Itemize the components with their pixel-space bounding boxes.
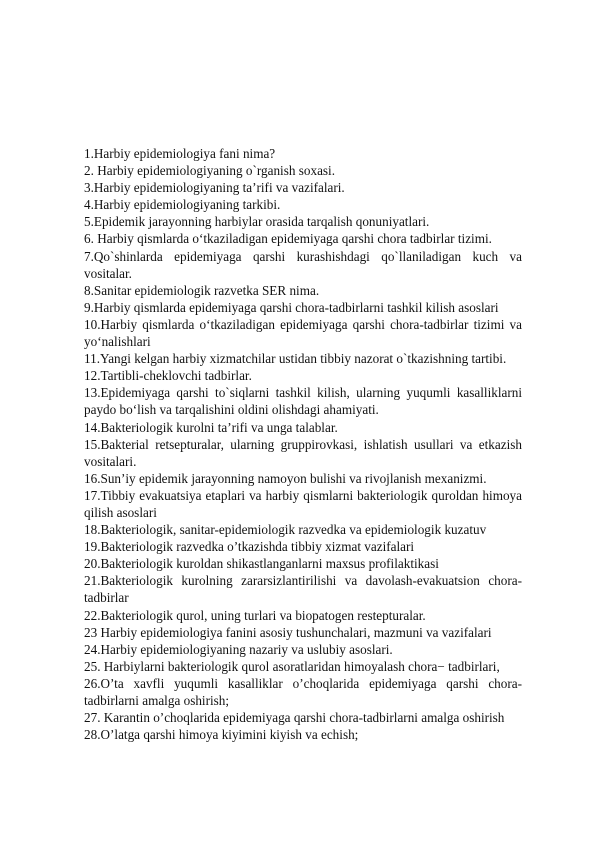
list-item: 26.O’ta xavfli yuqumli kasalliklar o’choqlarida epidemiyaga qarshi chora-tadbirlarni amalga oshirish;: [84, 675, 522, 708]
list-item: 25. Harbiylarni bakteriologik qurol asoratlaridan himoyalash chora− tadbirlari,: [84, 658, 500, 674]
list-item: 13.Epidemiyaga qarshi to`siqlarni tashkil kilish, ularning yuqumli kasalliklarni paydo bo‘lish va tarqalishini oldini olishdagi ahamiyati.: [84, 385, 522, 418]
list-item: 20.Bakteriologik kuroldan shikastlanganlarni maxsus profilaktikasi: [84, 556, 439, 572]
list-item: 3.Harbiy epidemiologiyaning ta’rifi va vazifalari.: [84, 180, 345, 196]
list-item: 11.Yangi kelgan harbiy xizmatchilar ustidan tibbiy nazorat o`tkazishning tartibi.: [84, 351, 507, 367]
list-item: 15.Bakterial retsepturalar, ularning gruppirovkasi, ishlatish usullari va etkazish vositalari.: [84, 436, 522, 469]
list-item: 23 Harbiy epidemiologiya fanini asosiy tushunchalari, mazmuni va vazifalari: [84, 624, 492, 640]
list-item: 10.Harbiy qismlarda o‘tkaziladigan epidemiyaga qarshi chora-tadbirlar tizimi va yo‘nalishlari: [84, 316, 522, 350]
list-item: 14.Bakteriologik kurolni ta’rifi va unga talablar.: [84, 419, 338, 435]
list-item: 5.Epidemik jarayonning harbiylar orasida tarqalish qonuniyatlari.: [84, 214, 430, 230]
list-item: 7.Qo`shinlarda epidemiyaga qarshi kurashishdagi qo`llaniladigan kuch va vositalar.: [84, 248, 522, 281]
question-list: [84, 145, 522, 743]
list-item: 21.Bakteriologik kurolning zararsizlantirilishi va davolash-evakuatsion chora-tadbirlar: [84, 573, 522, 606]
list-item: 28.O’latga qarshi himoya kiyimini kiyish va echish;: [84, 727, 359, 743]
list-item: 8.Sanitar epidemiologik razvetka SER nima.: [84, 282, 320, 298]
list-item: 18.Bakteriologik, sanitar-epidemiologik razvedka va epidemiologik kuzatuv: [84, 522, 487, 538]
list-item: 27. Karantin o’choqlarida epidemiyaga qarshi chora-tadbirlarni amalga oshirish: [84, 710, 505, 726]
list-item: 24.Harbiy epidemiologiyaning nazariy va uslubiy asoslari.: [84, 641, 393, 657]
list-item: 17.Tibbiy evakuatsiya etaplari va harbiy qismlarni bakteriologik quroldan himoya qilish asoslari: [84, 487, 522, 520]
list-item: 16.Sun’iy epidemik jarayonning namoyon bulishi va rivojlanish mexanizmi.: [84, 470, 487, 486]
list-item: 19.Bakteriologik razvedka o’tkazishda tibbiy xizmat vazifalari: [84, 539, 415, 555]
list-item: 2. Harbiy epidemiologiyaning o`rganish soxasi.: [84, 163, 336, 179]
list-item: 6. Harbiy qismlarda o‘tkaziladigan epidemiyaga qarshi chora tadbirlar tizimi.: [84, 231, 492, 247]
list-item: 9.Harbiy qismlarda epidemiyaga qarshi chora-tadbirlarni tashkil kilish asoslari: [84, 299, 499, 315]
list-item: 12.Tartibli-cheklovchi tadbirlar.: [84, 368, 252, 384]
list-item: 4.Harbiy epidemiologiyaning tarkibi.: [84, 197, 281, 213]
list-item: 1.Harbiy epidemiologiya fani nima?: [84, 146, 276, 161]
list-item: 22.Bakteriologik qurol, uning turlari va biopatogen restepturalar.: [84, 607, 426, 623]
